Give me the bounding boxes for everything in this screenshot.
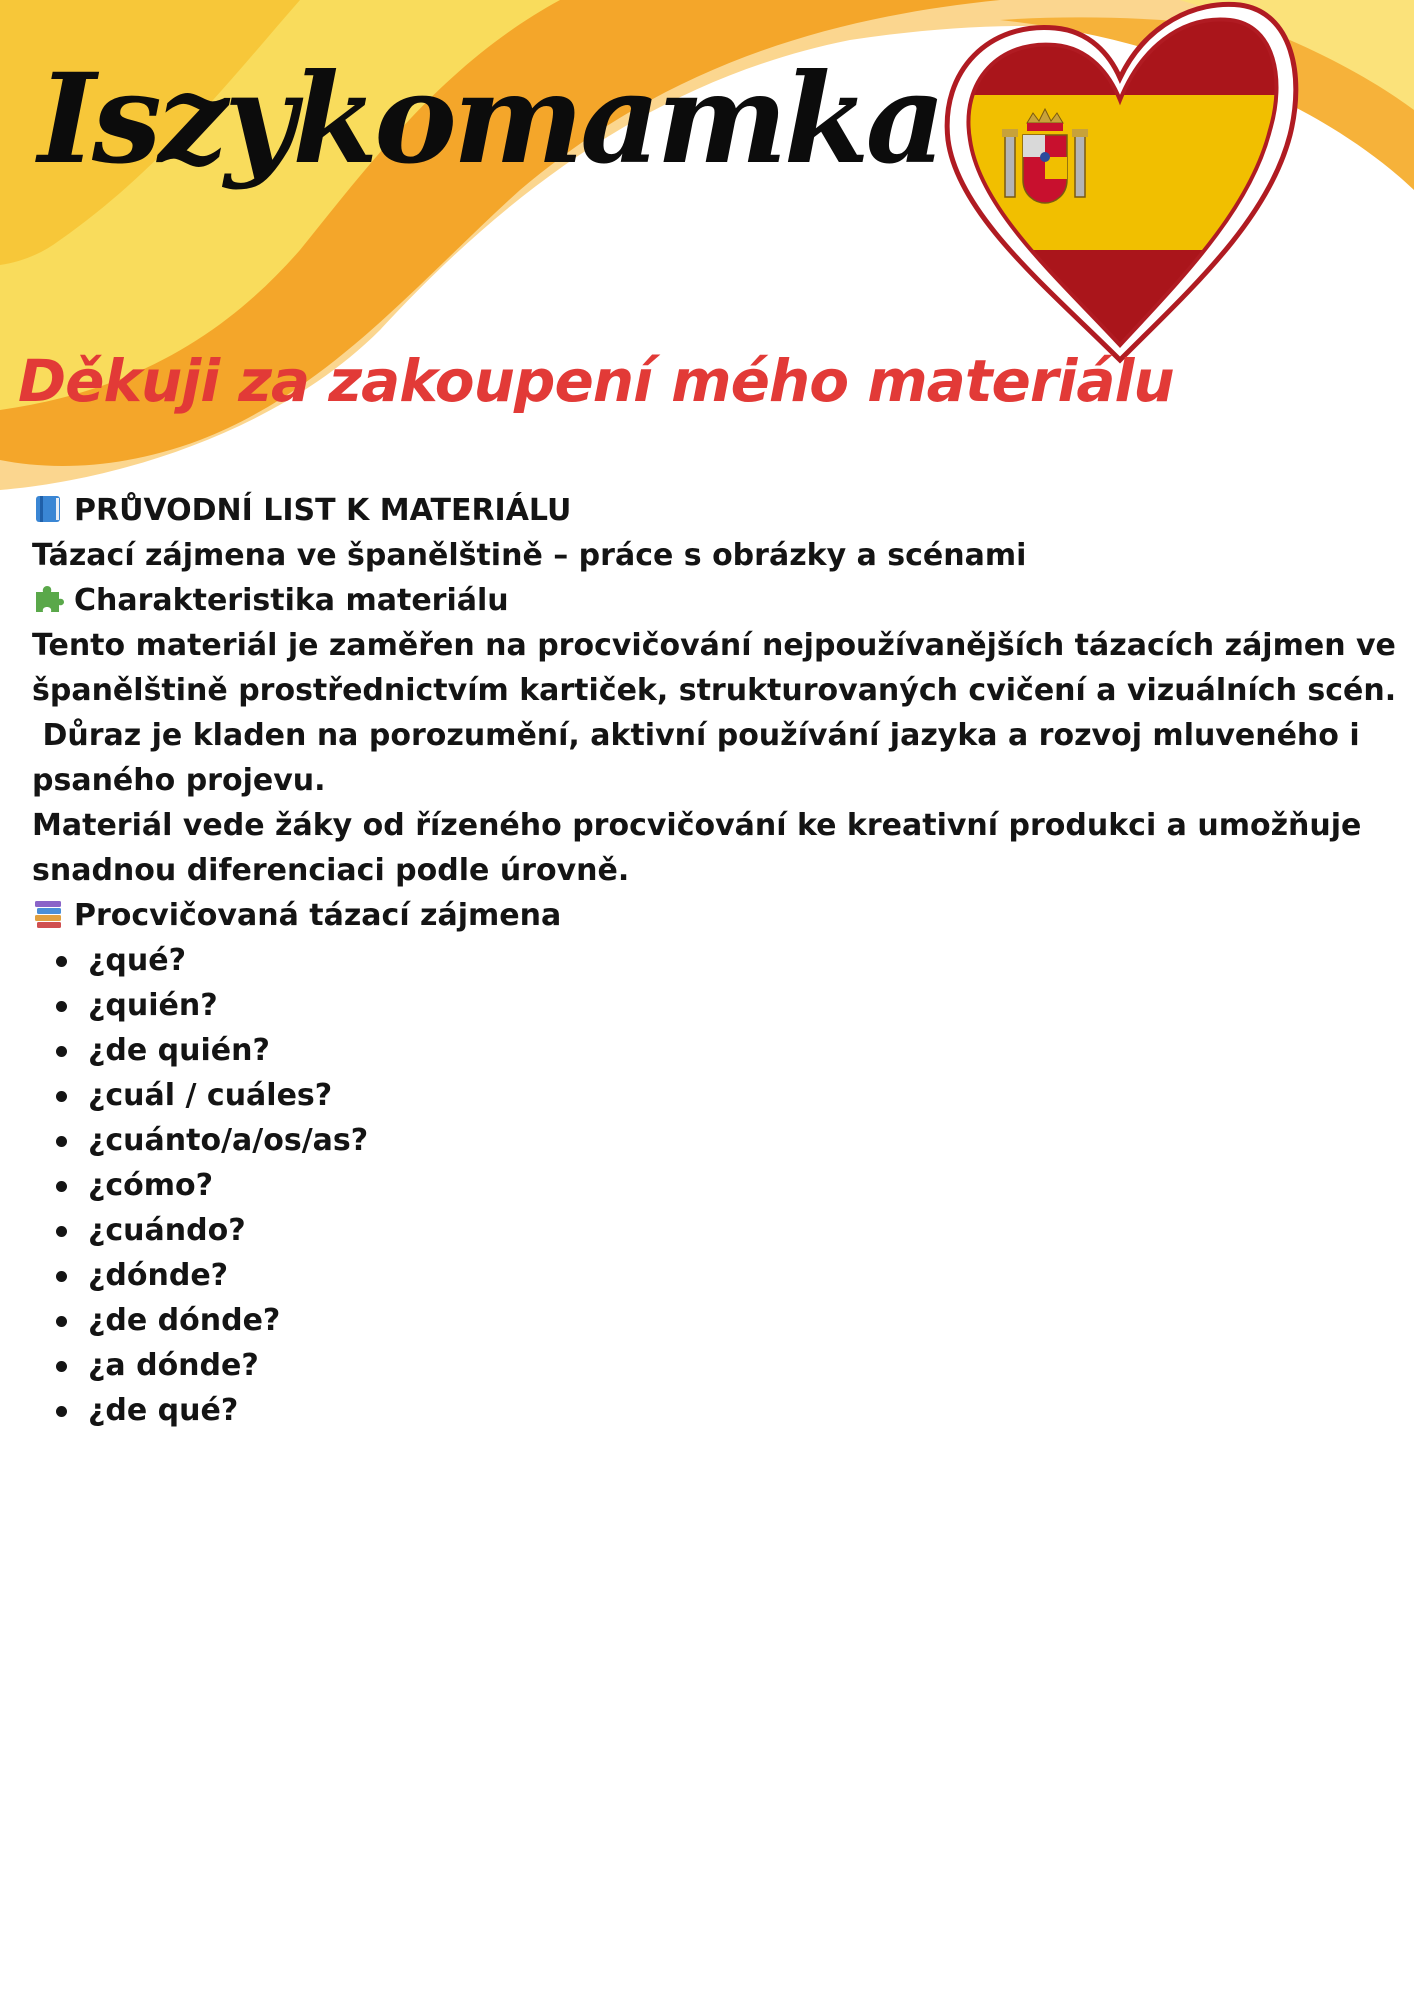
document-subtitle: Tázací zájmena ve španělštině – práce s obrázky a scénami — [32, 538, 1027, 573]
bullet — [56, 1091, 67, 1102]
list-item — [56, 1118, 1392, 1163]
pronoun-text: ¿dónde? — [88, 1258, 229, 1293]
list-item — [56, 1028, 1392, 1073]
pronouns-heading-row — [32, 893, 1392, 938]
bullet — [56, 1271, 67, 1282]
bullet — [56, 1181, 67, 1192]
pronoun-list — [32, 938, 1392, 1433]
pronoun-text: ¿cuál / cuáles? — [88, 1078, 333, 1113]
characteristics-heading-row — [32, 578, 1392, 623]
list-item — [56, 1388, 1392, 1433]
document-title-row — [32, 488, 1392, 533]
stack-of-books-icon — [32, 898, 64, 930]
pronoun-text: ¿quién? — [88, 988, 218, 1023]
pronoun-text: ¿cuándo? — [88, 1213, 246, 1248]
paragraph-1-line-4: psaného projevu. — [32, 763, 326, 798]
list-item — [56, 983, 1392, 1028]
paragraph-1-line-1: Tento materiál je zaměřen na procvičování nejpoužívanějších tázacích zájmen ve — [32, 628, 1396, 663]
spanish-flag-heart-icon — [940, 0, 1300, 370]
bullet — [56, 1406, 67, 1417]
list-item — [56, 1298, 1392, 1343]
bullet — [56, 956, 67, 967]
bullet — [56, 1316, 67, 1327]
list-item — [56, 1073, 1392, 1118]
thanks-message: Děkuji za zakoupení mého materiálu — [18, 347, 1174, 415]
blue-book-icon — [32, 493, 64, 525]
pronoun-text: ¿qué? — [88, 943, 186, 978]
pronouns-heading: Procvičovaná tázací zájmena — [74, 898, 562, 933]
bullet — [56, 1046, 67, 1057]
bullet — [56, 1136, 67, 1147]
pronoun-text: ¿de qué? — [88, 1393, 239, 1428]
pronoun-text: ¿cómo? — [88, 1168, 214, 1203]
paragraph-1-line-3: Důraz je kladen na porozumění, aktivní používání jazyka a rozvoj mluveného i — [32, 718, 1360, 753]
list-item — [56, 1208, 1392, 1253]
pronoun-text: ¿de dónde? — [88, 1303, 281, 1338]
characteristics-heading: Charakteristika materiálu — [74, 583, 509, 618]
paragraph-2-line-2: snadnou diferenciaci podle úrovně. — [32, 853, 630, 888]
document-title: PRŮVODNÍ LIST K MATERIÁLU — [74, 493, 572, 528]
bullet — [56, 1001, 67, 1012]
pronoun-text: ¿cuánto/a/os/as? — [88, 1123, 369, 1158]
bullet — [56, 1226, 67, 1237]
document-content — [32, 488, 1397, 1433]
puzzle-piece-icon — [32, 583, 64, 615]
list-item — [56, 938, 1392, 983]
pronoun-text: ¿de quién? — [88, 1033, 270, 1068]
paragraph-2-line-1: Materiál vede žáky od řízeného procvičování ke kreativní produkci a umožňuje — [32, 808, 1362, 843]
bullet — [56, 1361, 67, 1372]
list-item — [56, 1343, 1392, 1388]
pronoun-text: ¿a dónde? — [88, 1348, 259, 1383]
paragraph-1-line-2: španělštině prostřednictvím kartiček, strukturovaných cvičení a vizuálních scén. — [32, 673, 1397, 708]
brand-title: Iszykomamka — [38, 47, 942, 192]
list-item — [56, 1163, 1392, 1208]
list-item — [56, 1253, 1392, 1298]
